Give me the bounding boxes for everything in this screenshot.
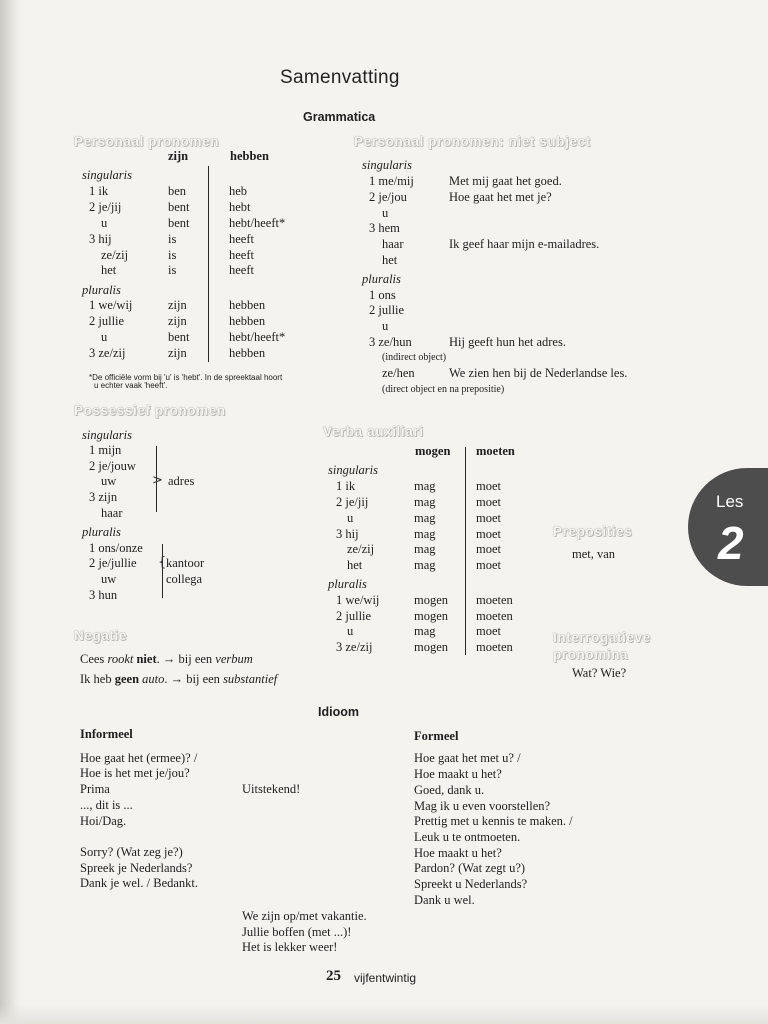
page-number: 25 bbox=[326, 968, 341, 984]
verba-auxiliari-heading: Verba auxiliari bbox=[323, 424, 424, 439]
formeel-heading: Formeel bbox=[414, 729, 459, 743]
negatie-line-substantief: Ik heb geen auto. → bij een substantief bbox=[80, 672, 278, 686]
poss-item: uw bbox=[101, 572, 117, 586]
pp-pluralis-label: pluralis bbox=[82, 283, 121, 297]
pns-row: u bbox=[382, 206, 389, 220]
pp-column-divider bbox=[208, 166, 209, 362]
poss-item: 2 je/jouw bbox=[89, 459, 136, 473]
possessief-pronomen-heading: Possessief pronomen bbox=[74, 403, 226, 418]
pp-footnote-cont: u echter vaak 'heeft'. bbox=[94, 381, 168, 390]
col-mogen: mogen bbox=[415, 444, 451, 458]
poss-item: 1 ons/onze bbox=[89, 541, 143, 555]
pns-singularis-label: singularis bbox=[362, 158, 413, 172]
verba-singularis-label: singularis bbox=[328, 463, 379, 477]
poss-item: 3 hun bbox=[89, 588, 118, 602]
verba-pluralis-label: pluralis bbox=[328, 577, 367, 591]
shared-phrase: We zijn op/met vakantie. bbox=[242, 909, 367, 923]
verba-column-divider bbox=[465, 447, 466, 655]
informeel-phrase: Sorry? (Wat zeg je?) bbox=[80, 845, 183, 859]
formeel-phrase: Hoe gaat het met u? / bbox=[414, 751, 521, 765]
scan-shadow-bottom bbox=[0, 1004, 768, 1024]
formeel-phrase: Pardon? (Wat zegt u?) bbox=[414, 861, 526, 875]
poss-item: haar bbox=[101, 506, 123, 520]
formeel-phrase: Spreekt u Nederlands? bbox=[414, 877, 528, 891]
informeel-phrase: Prima bbox=[80, 782, 110, 796]
shared-phrase: Het is lekker weer! bbox=[242, 940, 338, 954]
informeel-phrase: ..., dit is ... bbox=[80, 798, 133, 812]
poss-item: 2 je/jullie bbox=[89, 556, 137, 570]
pns-row: 2 jullie bbox=[369, 303, 405, 317]
interrogatieve-heading-cont: pronomina bbox=[553, 647, 629, 662]
chapter-tab-label: Les bbox=[716, 492, 744, 511]
pp-footnote: *De officiële vorm bij 'u' is 'hebt'. In de spreektaal hoort bbox=[89, 373, 283, 382]
pns-note-direct: (direct object en na prepositie) bbox=[382, 384, 505, 395]
textbook-page: Samenvatting Grammatica Personaal pronomen zijn hebben singularis 1 ik ben heb 2 je/jij bent hebt u bent hebt/heeft* 3 hij is heeft ze/zij is heeft het is heeft pluralis 1 we/wij zijn hebben 2 jullie zijn hebben u bent hebt/heeft* 3 ze/zij zijn hebben *De officiële vorm bij 'u' is 'hebt'. In de spreektaal hoort u echter vaak 'heeft'. Personaal pronomen: niet subject singularis 1 me/mij Met mij gaat het goed. 2 je/jou Hoe gaat het met je? u 3 hem haar Ik geef haar mijn e-mailadres. het pluralis 1 ons 2 jullie u 3 ze/hun Hij geeft hun het adres. (indirect object) ze/hen We zien hen bij de Nederlandse les. (direct object en na prepositie) Possessief pronomen singularis 1 mijn 2 je/jouw uw 3 zijn haar > adres pluralis 1 ons/onze 2 je/jullie uw 3 hun { kantoor collega Verba auxiliari mogen moeten singularis 1 ik mag moet 2 je/jij mag moet u mag moet 3 hij mag moet ze/zij mag moet het mag moet pluralis 1 we/wij mogen moeten 2 jullie mogen moeten u mag moet 3 ze/zij mogen moeten Preposities met, van Interrogatieve pronomina Wat? Wie? Negatie Cees rookt niet. → bij een verbum Ik heb geen auto. → bij een substantief Idioom Informeel Formeel Hoe gaat het (ermee)? / Hoe is het met je/jou? Prima ..., dit is ... Hoi/Dag. Sorry? (Wat zeg je?) Spreek je Nederlands? Dank je wel. / Bedankt. Uitstekend! Hoe gaat het met u? / Hoe maakt u het? Goed, dank u. Mag ik u even voorstellen? Prettig met u kennis te maken. / Leuk u te ontmoeten. Hoe maakt u het? Pardon? (Wat zegt u?) Spreekt u Nederlands? Dank u wel. We zijn op/met vakantie. Jullie boffen (met ...)! Het is lekker weer! Les 2 25 vijfentwintig bbox=[0, 0, 768, 1024]
brace-icon: > bbox=[152, 473, 163, 488]
personaal-pronomen-heading: Personaal pronomen bbox=[74, 134, 220, 149]
col-hebben: hebben bbox=[230, 149, 269, 163]
interrogatieve-text: Wat? Wie? bbox=[572, 666, 627, 680]
uitstekend-phrase: Uitstekend! bbox=[242, 782, 301, 796]
page-number-word: vijfentwintig bbox=[354, 971, 417, 985]
preposities-heading: Preposities bbox=[553, 524, 633, 539]
col-moeten: moeten bbox=[476, 444, 515, 458]
pns-row: u bbox=[382, 319, 389, 333]
grammatica-heading: Grammatica bbox=[303, 110, 376, 124]
poss-singularis-label: singularis bbox=[82, 428, 133, 442]
pns-row: 3 hem bbox=[369, 221, 400, 235]
shared-phrase: Jullie boffen (met ...)! bbox=[242, 925, 352, 939]
negatie-line-verbum: Cees rookt niet. → bij een verbum bbox=[80, 652, 253, 666]
chapter-tab-number: 2 bbox=[718, 517, 744, 569]
informeel-phrase: Hoe is het met je/jou? bbox=[80, 766, 190, 780]
negatie-heading: Negatie bbox=[74, 628, 127, 643]
scan-shadow-left bbox=[0, 0, 22, 1024]
informeel-phrase: Dank je wel. / Bedankt. bbox=[80, 876, 199, 890]
formeel-phrase: Hoe maakt u het? bbox=[414, 767, 502, 781]
poss-pluralis-label: pluralis bbox=[82, 525, 121, 539]
formeel-phrase: Goed, dank u. bbox=[414, 783, 485, 797]
col-zijn: zijn bbox=[168, 149, 189, 163]
formeel-phrase: Leuk u te ontmoeten. bbox=[414, 830, 521, 844]
informeel-phrase: Hoe gaat het (ermee)? / bbox=[80, 751, 198, 765]
pns-row: 1 ons bbox=[369, 288, 396, 302]
formeel-phrase: Mag ik u even voorstellen? bbox=[414, 799, 551, 813]
personaal-niet-subject-heading: Personaal pronomen: niet subject bbox=[354, 134, 591, 149]
brace-icon: { bbox=[158, 555, 167, 570]
preposities-text: met, van bbox=[572, 547, 616, 561]
poss-noun-adres: adres bbox=[168, 474, 195, 488]
poss-item: 1 mijn bbox=[89, 443, 122, 457]
formeel-phrase: Dank u wel. bbox=[414, 893, 475, 907]
poss-item: uw bbox=[101, 474, 117, 488]
poss-plur-brace-line bbox=[162, 544, 163, 598]
pns-pluralis-label: pluralis bbox=[362, 272, 401, 286]
informeel-heading: Informeel bbox=[80, 727, 133, 741]
informeel-phrase: Hoi/Dag. bbox=[80, 814, 127, 828]
page-title: Samenvatting bbox=[280, 67, 400, 88]
formeel-phrase: Hoe maakt u het? bbox=[414, 846, 502, 860]
informeel-phrase: Spreek je Nederlands? bbox=[80, 861, 193, 875]
pns-row: het bbox=[382, 253, 398, 267]
poss-noun-collega: collega bbox=[166, 572, 203, 586]
idioom-heading: Idioom bbox=[318, 705, 359, 719]
poss-noun-kantoor: kantoor bbox=[166, 556, 205, 570]
interrogatieve-heading: Interrogatieve bbox=[553, 630, 651, 645]
pns-note-indirect: (indirect object) bbox=[382, 352, 447, 363]
pp-singularis-label: singularis bbox=[82, 168, 133, 182]
poss-item: 3 zijn bbox=[89, 490, 118, 504]
formeel-phrase: Prettig met u kennis te maken. / bbox=[414, 814, 573, 828]
